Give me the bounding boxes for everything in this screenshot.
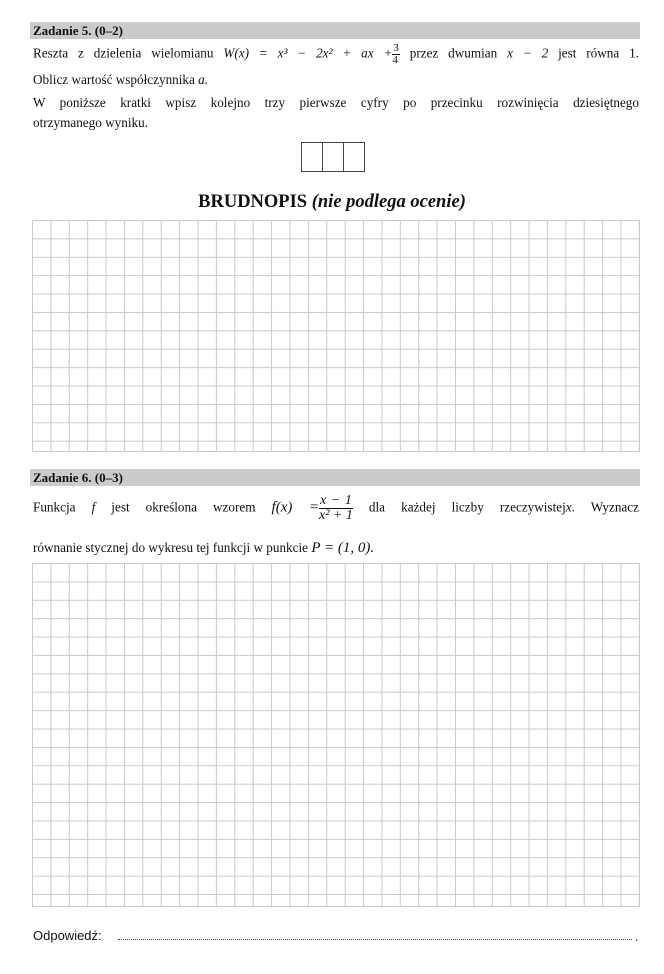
- task6-f: f: [91, 499, 96, 515]
- task6-line1-end: . Wyznacz: [571, 499, 639, 515]
- task5-line2-var: a.: [198, 72, 209, 87]
- task5-title: Zadanie 5. (0–2): [33, 23, 123, 38]
- answer-digit-box-2[interactable]: [322, 142, 344, 172]
- answer-end-dot: .: [635, 929, 639, 944]
- answer-line[interactable]: [118, 939, 632, 940]
- task6-line2-text: równanie stycznej do wykresu tej funkcji w punkcie: [33, 540, 309, 555]
- task5-line4: otrzymanego wyniku.: [33, 115, 148, 130]
- task6-line1-pre: Funkcja: [33, 499, 76, 515]
- task5-line2: [33, 72, 208, 88]
- task5-fraction: [392, 43, 400, 66]
- task6-var-x: x: [565, 499, 572, 515]
- task6-fx: f(x) =: [271, 499, 319, 516]
- draft-title-bold: BRUDNOPIS: [198, 192, 308, 212]
- task6-line1-post: dla każdej liczby rzeczywistej: [368, 499, 566, 515]
- task6-fraction: [319, 494, 353, 523]
- task6-line2: [33, 540, 374, 557]
- task5-frac-num: 3: [393, 42, 399, 54]
- task6-point: P = (1, 0).: [311, 540, 375, 556]
- task5-divisor: x − 2: [507, 45, 549, 61]
- task5-line1-pre: Reszta z dzielenia wielomianu: [33, 45, 214, 61]
- task5-line3: W poniższe kratki wpisz kolejno trzy pierwsze cyfry po przecinku rozwinięcia dziesiętnego: [33, 95, 639, 110]
- draft-grid[interactable]: [32, 220, 640, 452]
- task6-frac-den: x² + 1: [319, 508, 353, 523]
- task6-title: Zadanie 6. (0–3): [33, 470, 123, 485]
- answer-digit-box-3[interactable]: [343, 142, 365, 172]
- task6-line1: [33, 494, 639, 523]
- task5-header-bar: [30, 22, 640, 39]
- answer-digit-box-1[interactable]: [301, 142, 323, 172]
- draft-title: [0, 192, 664, 213]
- task5-line1-post: jest równa 1.: [558, 45, 640, 61]
- task5-line1-mid: przez dwumian: [409, 45, 498, 61]
- task5-polynomial: W(x) = x³ − 2x² + ax +: [223, 45, 393, 61]
- draft-title-italic: (nie podlega ocenie): [311, 192, 466, 212]
- solution-grid[interactable]: [32, 563, 640, 907]
- task6-frac-num: x − 1: [320, 493, 352, 508]
- task5-frac-den: 4: [392, 54, 398, 66]
- task5-line1: [33, 43, 639, 66]
- answer-label: Odpowiedź:: [33, 928, 102, 943]
- task6-line1-mid: jest określona wzorem: [111, 499, 256, 515]
- task5-line2-text: Oblicz wartość współczynnika: [33, 72, 195, 87]
- task6-header-bar: [30, 469, 640, 486]
